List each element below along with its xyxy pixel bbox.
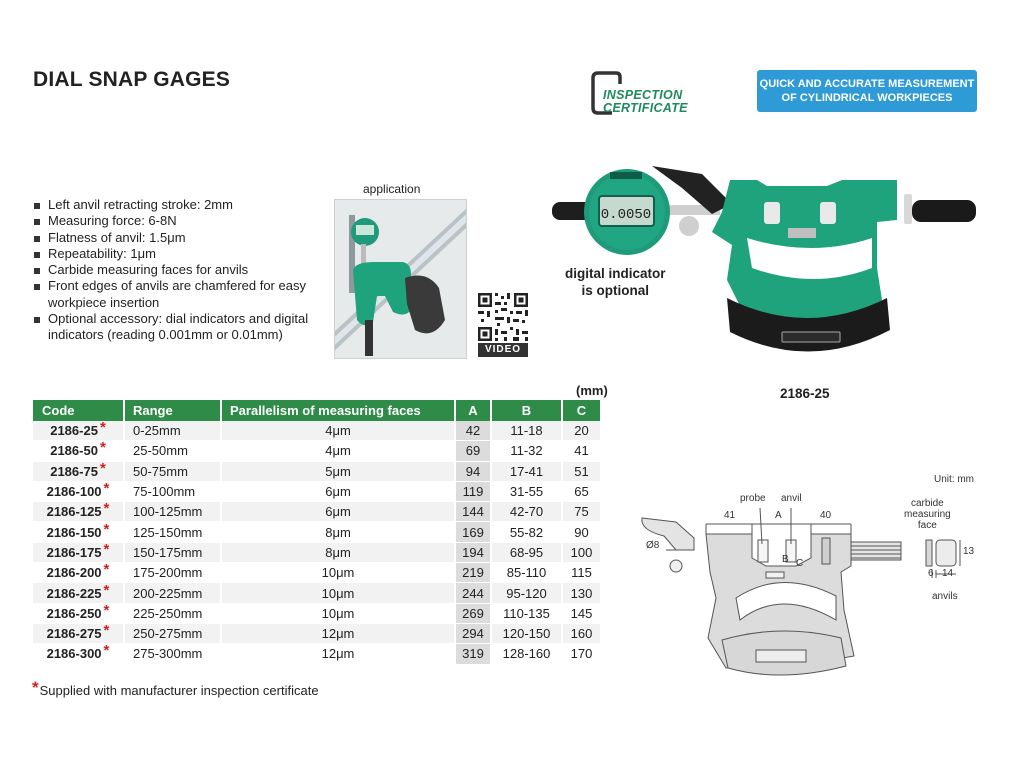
cell-c-text: 160	[570, 626, 593, 642]
cell-range	[124, 461, 221, 481]
cell-code-text: 2186-25	[50, 423, 98, 439]
cell-c	[562, 502, 600, 522]
cell-parallelism	[221, 623, 455, 643]
cell-range	[124, 421, 221, 441]
cell-a	[455, 481, 491, 501]
cell-parallelism	[221, 481, 455, 501]
header-a: A	[455, 400, 491, 421]
cell-a	[455, 603, 491, 623]
cell-code-text: 2186-50	[50, 443, 98, 459]
cell-parallelism-text: 6μm	[325, 484, 351, 500]
cell-c-text: 51	[574, 463, 589, 479]
cell-c-text: 20	[574, 423, 589, 439]
footnote-text: Supplied with manufacturer inspection certificate	[39, 683, 319, 698]
video-label: VIDEO	[478, 343, 528, 357]
dim-b: B	[782, 554, 789, 565]
feature-list	[33, 197, 313, 344]
cell-c-text: 90	[574, 524, 589, 540]
carbide-line-1: carbide	[910, 498, 944, 509]
cell-range-text: 275-300mm	[133, 646, 203, 662]
carbide-line-2: measuring	[904, 509, 951, 520]
cell-code	[33, 441, 124, 461]
certificate-star: *	[103, 500, 110, 518]
cell-code-text: 2186-250	[46, 605, 102, 621]
cell-c	[562, 481, 600, 501]
cell-parallelism-text: 8μm	[325, 524, 351, 540]
cell-a-text: 119	[462, 484, 484, 500]
feature-item: Left anvil retracting stroke: 2mm	[33, 197, 313, 213]
dim-right: 40	[820, 510, 832, 521]
cell-b-text: 128-160	[502, 646, 551, 662]
cell-b-text: 110-135	[503, 605, 550, 621]
cell-code	[33, 421, 124, 441]
cell-code-text: 2186-150	[46, 524, 102, 540]
cell-parallelism	[221, 644, 455, 664]
cell-code	[33, 542, 124, 562]
cell-b	[491, 481, 562, 501]
certificate-star: *	[99, 459, 106, 477]
cell-range-text: 125-150mm	[133, 524, 203, 540]
cell-b-text: 55-82	[509, 524, 544, 540]
dim-a: A	[775, 510, 782, 521]
table-row	[33, 421, 600, 441]
header-parallelism: Parallelism of measuring faces	[221, 400, 455, 421]
cell-a-text: 144	[462, 504, 484, 520]
carbide-line-3: face	[917, 520, 937, 531]
diameter-label: Ø8	[646, 540, 660, 551]
cell-b-text: 68-95	[509, 544, 544, 560]
cell-a	[455, 502, 491, 522]
cell-parallelism	[221, 583, 455, 603]
cell-range	[124, 502, 221, 522]
table-row	[33, 461, 600, 481]
cell-parallelism	[221, 441, 455, 461]
header-range: Range	[124, 400, 221, 421]
table-row	[33, 623, 600, 643]
cell-range	[124, 522, 221, 542]
cell-code	[33, 603, 124, 623]
table-unit: (mm)	[576, 383, 608, 398]
cell-c-text: 41	[574, 443, 589, 459]
cell-range-text: 175-200mm	[133, 565, 203, 581]
cell-parallelism	[221, 461, 455, 481]
cell-range-text: 0-25mm	[133, 423, 181, 439]
cell-b-text: 120-150	[502, 626, 551, 642]
cell-a	[455, 461, 491, 481]
cell-range	[124, 481, 221, 501]
anvil-dim-6: 6	[928, 568, 934, 579]
cell-b	[491, 644, 562, 664]
feature-item: Repeatability: 1μm	[33, 246, 313, 262]
cell-range-text: 250-275mm	[133, 626, 203, 642]
dim-c: C	[796, 558, 804, 569]
cell-code-text: 2186-125	[46, 504, 102, 520]
cell-a	[455, 441, 491, 461]
cell-c-text: 145	[570, 605, 593, 621]
table-row	[33, 441, 600, 461]
cell-c	[562, 421, 600, 441]
cell-a	[455, 583, 491, 603]
feature-item: Flatness of anvil: 1.5μm	[33, 230, 313, 246]
cell-code-text: 2186-200	[46, 565, 102, 581]
cell-range-text: 100-125mm	[133, 504, 203, 520]
anvil-label: anvil	[781, 493, 802, 504]
footnote	[32, 680, 319, 700]
cell-c-text: 115	[571, 565, 592, 581]
cell-c-text: 75	[574, 504, 589, 520]
cell-c	[562, 563, 600, 583]
cell-a-text: 294	[462, 626, 484, 642]
anvils-label: anvils	[932, 591, 958, 602]
digital-note-line-2: is optional	[581, 283, 649, 298]
footnote-star: *	[32, 678, 39, 697]
certificate-star: *	[103, 540, 110, 558]
cell-a-text: 244	[462, 585, 484, 601]
cell-b-text: 42-70	[509, 504, 544, 520]
tagline-line-2: OF CYLINDRICAL WORKPIECES	[781, 92, 953, 104]
application-label: application	[363, 182, 421, 196]
cell-b-text: 17-41	[509, 463, 544, 479]
cell-b	[491, 563, 562, 583]
feature-item: Measuring force: 6-8N	[33, 213, 313, 229]
cell-range-text: 75-100mm	[133, 484, 196, 500]
certificate-star: *	[103, 480, 110, 498]
cell-parallelism	[221, 603, 455, 623]
cell-a-text: 169	[462, 524, 484, 540]
cell-range-text: 200-225mm	[133, 585, 203, 601]
cell-code	[33, 502, 124, 522]
certificate-star: *	[103, 622, 110, 640]
cell-a-text: 194	[462, 544, 484, 560]
cell-a	[455, 421, 491, 441]
cell-range	[124, 542, 221, 562]
cell-b	[491, 623, 562, 643]
cell-b-text: 95-120	[506, 585, 547, 601]
certificate-star: *	[103, 561, 110, 579]
cell-c-text: 170	[570, 646, 593, 662]
cell-b-text: 11-32	[510, 443, 543, 459]
cell-c	[562, 583, 600, 603]
cell-c	[562, 441, 600, 461]
certificate-star: *	[103, 601, 110, 619]
cell-parallelism-text: 10μm	[321, 565, 355, 581]
cell-a-text: 69	[465, 443, 481, 459]
cell-parallelism	[221, 542, 455, 562]
table-row	[33, 603, 600, 623]
cell-parallelism	[221, 421, 455, 441]
certificate-star: *	[103, 520, 110, 538]
cell-c-text: 100	[570, 544, 593, 560]
inspection-certificate-badge	[590, 70, 725, 116]
cell-parallelism-text: 8μm	[325, 544, 351, 560]
cell-code	[33, 583, 124, 603]
cell-range	[124, 563, 221, 583]
cell-code	[33, 623, 124, 643]
cell-a	[455, 522, 491, 542]
cell-code	[33, 563, 124, 583]
page-title: DIAL SNAP GAGES	[33, 68, 231, 91]
application-photo	[334, 199, 467, 359]
cell-range-text: 150-175mm	[133, 544, 203, 560]
cell-b	[491, 461, 562, 481]
cell-parallelism-text: 4μm	[325, 423, 351, 439]
cell-c	[562, 522, 600, 542]
cell-b	[491, 421, 562, 441]
drawing-unit: Unit: mm	[934, 474, 974, 485]
cell-code	[33, 522, 124, 542]
cell-parallelism	[221, 502, 455, 522]
spec-table	[33, 400, 600, 665]
cell-a-text: 42	[465, 423, 481, 439]
cell-c-text: 65	[574, 484, 589, 500]
cell-b-text: 85-110	[506, 565, 547, 581]
cell-parallelism-text: 10μm	[321, 605, 355, 621]
feature-item: Optional accessory: dial indicators and digital indicators (reading 0.001mm or 0.01mm)	[33, 311, 313, 344]
cell-parallelism-text: 6μm	[325, 504, 351, 520]
cell-range	[124, 644, 221, 664]
cell-c	[562, 461, 600, 481]
cell-c	[562, 542, 600, 562]
cell-b	[491, 441, 562, 461]
cell-parallelism-text: 10μm	[321, 585, 355, 601]
cell-a-text: 269	[462, 605, 484, 621]
cell-parallelism-text: 12μm	[321, 626, 355, 642]
anvil-dim-13: 13	[963, 546, 975, 557]
certificate-star: *	[103, 642, 110, 660]
cell-code-text: 2186-275	[46, 626, 102, 642]
cell-code	[33, 461, 124, 481]
cell-b-text: 31-55	[509, 484, 544, 500]
cell-b-text: 11-18	[510, 423, 543, 439]
cell-range	[124, 441, 221, 461]
cell-c	[562, 623, 600, 643]
certificate-line-1: INSPECTION	[603, 88, 683, 102]
anvil-dim-14: 14	[942, 568, 954, 579]
digital-indicator-note	[565, 265, 666, 299]
certificate-star: *	[99, 439, 106, 457]
cell-b	[491, 522, 562, 542]
probe-label: probe	[740, 493, 766, 504]
table-row	[33, 502, 600, 522]
cell-c	[562, 644, 600, 664]
cell-b	[491, 502, 562, 522]
header-code: Code	[33, 400, 124, 421]
cell-parallelism	[221, 563, 455, 583]
product-model-label: 2186-25	[780, 386, 830, 401]
cell-code-text: 2186-175	[46, 544, 102, 560]
table-row	[33, 522, 600, 542]
cell-range-text: 25-50mm	[133, 443, 188, 459]
cell-range-text: 225-250mm	[133, 605, 203, 621]
cell-a	[455, 563, 491, 583]
cell-code-text: 2186-300	[46, 646, 102, 662]
cell-a-text: 94	[465, 463, 481, 479]
table-row	[33, 644, 600, 664]
cell-a	[455, 623, 491, 643]
table-row	[33, 481, 600, 501]
cell-code-text: 2186-225	[46, 585, 102, 601]
cell-b	[491, 583, 562, 603]
cell-range	[124, 623, 221, 643]
table-header-row	[33, 400, 600, 421]
dim-left: 41	[724, 510, 736, 521]
certificate-star: *	[103, 581, 110, 599]
tagline-line-1: QUICK AND ACCURATE MEASUREMENT	[759, 78, 975, 90]
header-c: C	[562, 400, 600, 421]
cell-a-text: 219	[462, 565, 484, 581]
cell-parallelism-text: 4μm	[325, 443, 351, 459]
cell-c	[562, 603, 600, 623]
tagline-banner	[757, 70, 977, 112]
cell-range	[124, 603, 221, 623]
indicator-reading: 0.0050	[600, 207, 652, 223]
cell-a	[455, 644, 491, 664]
table-row	[33, 563, 600, 583]
certificate-star: *	[99, 419, 106, 437]
cell-b	[491, 603, 562, 623]
video-qr-code[interactable]	[475, 290, 531, 360]
table-row	[33, 542, 600, 562]
cell-c-text: 130	[570, 585, 593, 601]
cell-code-text: 2186-75	[50, 463, 98, 479]
digital-note-line-1: digital indicator	[565, 266, 666, 281]
cell-range	[124, 583, 221, 603]
header-b: B	[491, 400, 562, 421]
carbide-face-label	[904, 498, 951, 531]
cell-parallelism	[221, 522, 455, 542]
cell-code-text: 2186-100	[46, 484, 102, 500]
table-row	[33, 583, 600, 603]
cell-parallelism-text: 5μm	[325, 463, 351, 479]
cell-range-text: 50-75mm	[133, 463, 188, 479]
cell-parallelism-text: 12μm	[321, 646, 355, 662]
cell-code	[33, 481, 124, 501]
cell-b	[491, 542, 562, 562]
cell-a	[455, 542, 491, 562]
certificate-line-2: CERTIFICATE	[603, 101, 688, 115]
feature-item: Front edges of anvils are chamfered for easy workpiece insertion	[33, 278, 313, 311]
cell-a-text: 319	[462, 646, 484, 662]
feature-item: Carbide measuring faces for anvils	[33, 262, 313, 278]
cell-code	[33, 644, 124, 664]
dimension-drawing	[636, 488, 986, 678]
